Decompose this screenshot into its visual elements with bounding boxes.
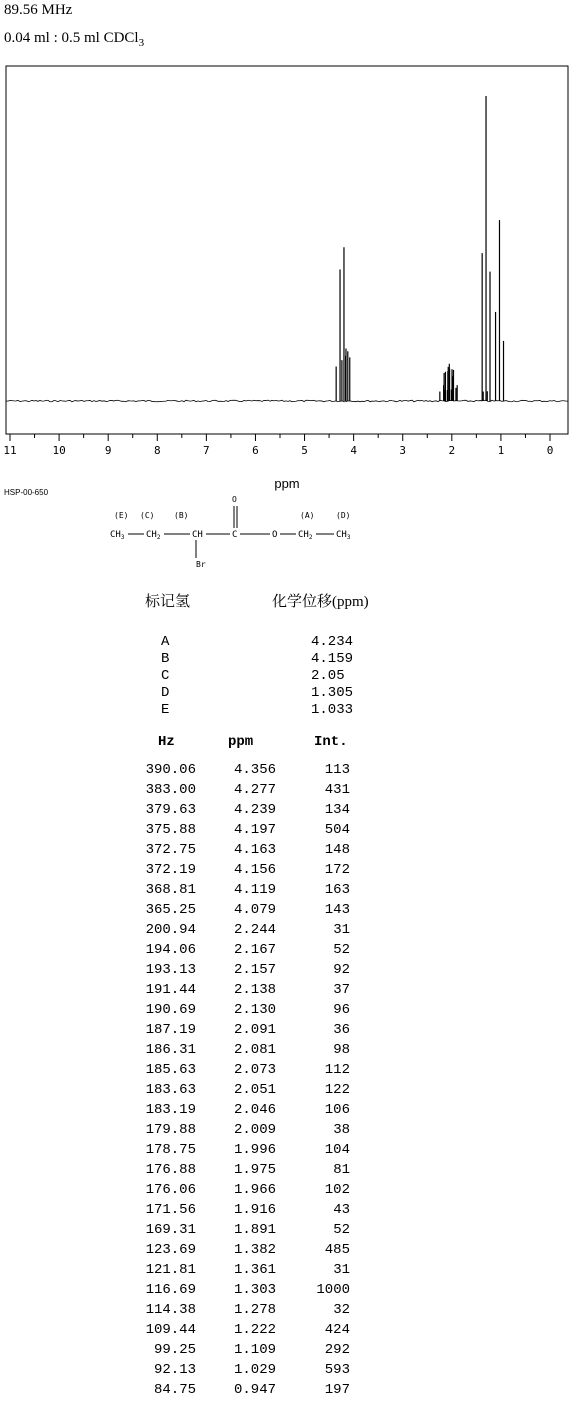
x-tick-label: 10	[52, 444, 66, 457]
cell-hz: 368.81	[145, 882, 196, 898]
cell-hz: 190.69	[145, 1002, 196, 1018]
cell-hz: 123.69	[145, 1242, 196, 1258]
table-row	[0, 1322, 570, 1340]
cell-int: 96	[333, 1002, 350, 1018]
cell-int: 81	[333, 1162, 350, 1178]
table-row	[0, 1302, 570, 1320]
table-row	[0, 1362, 570, 1380]
assignment-shift: 1.305	[311, 685, 354, 701]
table-row	[0, 1382, 570, 1400]
assignment-row	[0, 651, 570, 669]
table-row	[0, 1062, 570, 1080]
cell-ppm: 1.109	[233, 1342, 276, 1358]
cell-int: 37	[333, 982, 350, 998]
table-row	[0, 1022, 570, 1040]
nmr-spectrum-chart	[0, 60, 570, 492]
table-row	[0, 1202, 570, 1220]
assignment-shift: 4.234	[311, 634, 354, 650]
cell-hz: 187.19	[145, 1022, 196, 1038]
table-row	[0, 1142, 570, 1160]
cell-ppm: 4.277	[233, 782, 276, 798]
cell-hz: 200.94	[145, 922, 196, 938]
cell-hz: 383.00	[145, 782, 196, 798]
cell-int: 431	[324, 782, 350, 798]
table-row	[0, 902, 570, 920]
assignment-row	[0, 685, 570, 703]
table-row	[0, 862, 570, 880]
cell-int: 98	[333, 1042, 350, 1058]
cell-ppm: 1.361	[233, 1262, 276, 1278]
table-row	[0, 822, 570, 840]
cell-int: 31	[333, 922, 350, 938]
table-row	[0, 982, 570, 1000]
cell-hz: 372.75	[145, 842, 196, 858]
cell-hz: 375.88	[145, 822, 196, 838]
cell-hz: 178.75	[145, 1142, 196, 1158]
cell-ppm: 2.073	[233, 1062, 276, 1078]
cell-hz: 84.75	[153, 1382, 196, 1398]
cell-hz: 176.06	[145, 1182, 196, 1198]
col-header-int: Int.	[314, 734, 348, 750]
x-tick-label: 6	[252, 444, 259, 457]
sample-concentration	[4, 30, 144, 49]
group-c-carbonyl: C	[232, 530, 238, 540]
table-row	[0, 1042, 570, 1060]
cell-ppm: 2.009	[233, 1122, 276, 1138]
cell-int: 134	[324, 802, 350, 818]
assignment-label: C	[161, 668, 170, 684]
assignment-label: E	[161, 702, 170, 718]
x-tick-label: 3	[399, 444, 407, 457]
carbonyl-oxygen: O	[232, 495, 237, 504]
cell-ppm: 1.966	[233, 1182, 276, 1198]
header-shift: 化学位移(ppm)	[272, 594, 369, 610]
header-h-label: 标记氢	[145, 594, 191, 610]
table-row	[0, 1122, 570, 1140]
group-ch-b: CH	[192, 530, 203, 540]
label-a: (A)	[300, 511, 315, 520]
table-row	[0, 1242, 570, 1260]
cell-ppm: 1.891	[233, 1222, 276, 1238]
cell-ppm: 4.356	[233, 762, 276, 778]
label-b: (B)	[174, 511, 189, 520]
x-tick-label: 2	[448, 444, 456, 457]
x-tick-label: 1	[497, 444, 505, 457]
table-row	[0, 962, 570, 980]
group-ch3-e: $CH_3$	[110, 530, 125, 541]
cell-ppm: 2.081	[233, 1042, 276, 1058]
x-tick-label: 0	[546, 444, 554, 457]
cell-hz: 193.13	[145, 962, 196, 978]
label-e: (E)	[114, 511, 129, 520]
cell-hz: 183.63	[145, 1082, 196, 1098]
cell-int: 172	[324, 862, 350, 878]
cell-ppm: 4.079	[233, 902, 276, 918]
table-row	[0, 1282, 570, 1300]
cell-int: 43	[333, 1202, 350, 1218]
assignment-label: A	[161, 634, 170, 650]
table-row	[0, 942, 570, 960]
cell-ppm: 2.138	[233, 982, 276, 998]
cell-hz: 179.88	[145, 1122, 196, 1138]
molecule-structure	[100, 494, 370, 578]
x-tick-label: 5	[301, 444, 308, 457]
spectrometer-frequency: 89.56 MHz	[4, 2, 73, 18]
table-row	[0, 1162, 570, 1180]
group-ch3-d: $CH_3$	[336, 530, 351, 541]
label-d: (D)	[336, 511, 351, 520]
cell-ppm: 1.029	[233, 1362, 276, 1378]
table-row	[0, 762, 570, 780]
chain-formula	[110, 530, 351, 541]
assignment-shift: 4.159	[311, 651, 354, 667]
cell-int: 485	[324, 1242, 350, 1258]
table-row	[0, 1002, 570, 1020]
cell-int: 38	[333, 1122, 350, 1138]
assignment-shift: 2.05	[311, 668, 345, 684]
cell-hz: 365.25	[145, 902, 196, 918]
cell-int: 163	[324, 882, 350, 898]
cell-int: 104	[324, 1142, 350, 1158]
concentration-text: 0.04 ml : 0.5 ml CDCl	[4, 30, 139, 46]
table-row	[0, 802, 570, 820]
cell-int: 143	[324, 902, 350, 918]
cell-int: 31	[333, 1262, 350, 1278]
cell-ppm: 4.119	[233, 882, 276, 898]
cell-int: 106	[324, 1102, 350, 1118]
cell-ppm: 4.239	[233, 802, 276, 818]
cell-hz: 176.88	[145, 1162, 196, 1178]
cell-ppm: 2.091	[233, 1022, 276, 1038]
table-row	[0, 1082, 570, 1100]
cell-int: 148	[324, 842, 350, 858]
concentration-subscript: 3	[138, 37, 145, 49]
cell-hz: 99.25	[153, 1342, 196, 1358]
cell-hz: 114.38	[145, 1302, 196, 1318]
cell-ppm: 4.156	[233, 862, 276, 878]
cell-ppm: 1.382	[233, 1242, 276, 1258]
x-axis-label: ppm	[274, 476, 300, 491]
cell-ppm: 0.947	[233, 1382, 276, 1398]
cell-hz: 92.13	[153, 1362, 196, 1378]
table-row	[0, 1342, 570, 1360]
cell-hz: 185.63	[145, 1062, 196, 1078]
col-header-ppm: ppm	[228, 734, 254, 750]
x-tick-label: 4	[350, 444, 357, 457]
cell-ppm: 2.130	[233, 1002, 276, 1018]
cell-ppm: 4.163	[233, 842, 276, 858]
cell-ppm: 1.975	[233, 1162, 276, 1178]
cell-int: 52	[333, 1222, 350, 1238]
cell-ppm: 4.197	[233, 822, 276, 838]
cell-hz: 171.56	[145, 1202, 196, 1218]
table-row	[0, 842, 570, 860]
cell-int: 112	[324, 1062, 350, 1078]
x-tick-label: 9	[104, 444, 112, 457]
cell-hz: 116.69	[145, 1282, 196, 1298]
cell-hz: 390.06	[145, 762, 196, 778]
cell-ppm: 2.244	[233, 922, 276, 938]
cell-hz: 194.06	[145, 942, 196, 958]
cell-ppm: 2.046	[233, 1102, 276, 1118]
plot-frame	[6, 66, 568, 434]
cell-ppm: 1.222	[233, 1322, 276, 1338]
cell-hz: 169.31	[145, 1222, 196, 1238]
cell-ppm: 2.167	[233, 942, 276, 958]
table-row	[0, 782, 570, 800]
cell-hz: 372.19	[145, 862, 196, 878]
cell-int: 122	[324, 1082, 350, 1098]
cell-int: 504	[324, 822, 350, 838]
bromine-atom: Br	[196, 560, 206, 569]
cell-hz: 109.44	[145, 1322, 196, 1338]
cell-ppm: 1.278	[233, 1302, 276, 1318]
cell-ppm: 1.916	[233, 1202, 276, 1218]
table-row	[0, 1102, 570, 1120]
cell-int: 92	[333, 962, 350, 978]
x-tick-label: 7	[203, 444, 210, 457]
table-row	[0, 1262, 570, 1280]
assignment-label: B	[161, 651, 170, 667]
assignment-row	[0, 634, 570, 652]
group-o-ester: O	[272, 530, 278, 540]
table-row	[0, 882, 570, 900]
table-row	[0, 922, 570, 940]
label-c: (C)	[140, 511, 155, 520]
x-tick-label: 8	[153, 444, 161, 457]
group-ch2-c: $CH_2$	[146, 530, 161, 541]
cell-int: 113	[324, 762, 350, 778]
cell-int: 197	[324, 1382, 350, 1398]
cell-int: 292	[324, 1342, 350, 1358]
cell-int: 1000	[316, 1282, 350, 1298]
assignment-label: D	[161, 685, 170, 701]
cell-hz: 186.31	[145, 1042, 196, 1058]
cell-int: 32	[333, 1302, 350, 1318]
cell-ppm: 2.051	[233, 1082, 276, 1098]
table-row	[0, 1222, 570, 1240]
cell-ppm: 2.157	[233, 962, 276, 978]
cell-int: 52	[333, 942, 350, 958]
cell-hz: 191.44	[145, 982, 196, 998]
cell-hz: 121.81	[145, 1262, 196, 1278]
group-ch2-a: $CH_2$	[298, 530, 313, 541]
col-header-hz: Hz	[158, 734, 175, 750]
cell-ppm: 1.303	[233, 1282, 276, 1298]
assignment-shift: 1.033	[311, 702, 354, 718]
spectrum-code: HSP-00-650	[4, 488, 49, 497]
assignment-row	[0, 702, 570, 720]
cell-int: 593	[324, 1362, 350, 1378]
cell-ppm: 1.996	[233, 1142, 276, 1158]
cell-hz: 379.63	[145, 802, 196, 818]
cell-int: 424	[324, 1322, 350, 1338]
cell-int: 102	[324, 1182, 350, 1198]
assignment-row	[0, 668, 570, 686]
cell-hz: 183.19	[145, 1102, 196, 1118]
table-row	[0, 1182, 570, 1200]
cell-int: 36	[333, 1022, 350, 1038]
x-tick-label: 11	[3, 444, 17, 457]
